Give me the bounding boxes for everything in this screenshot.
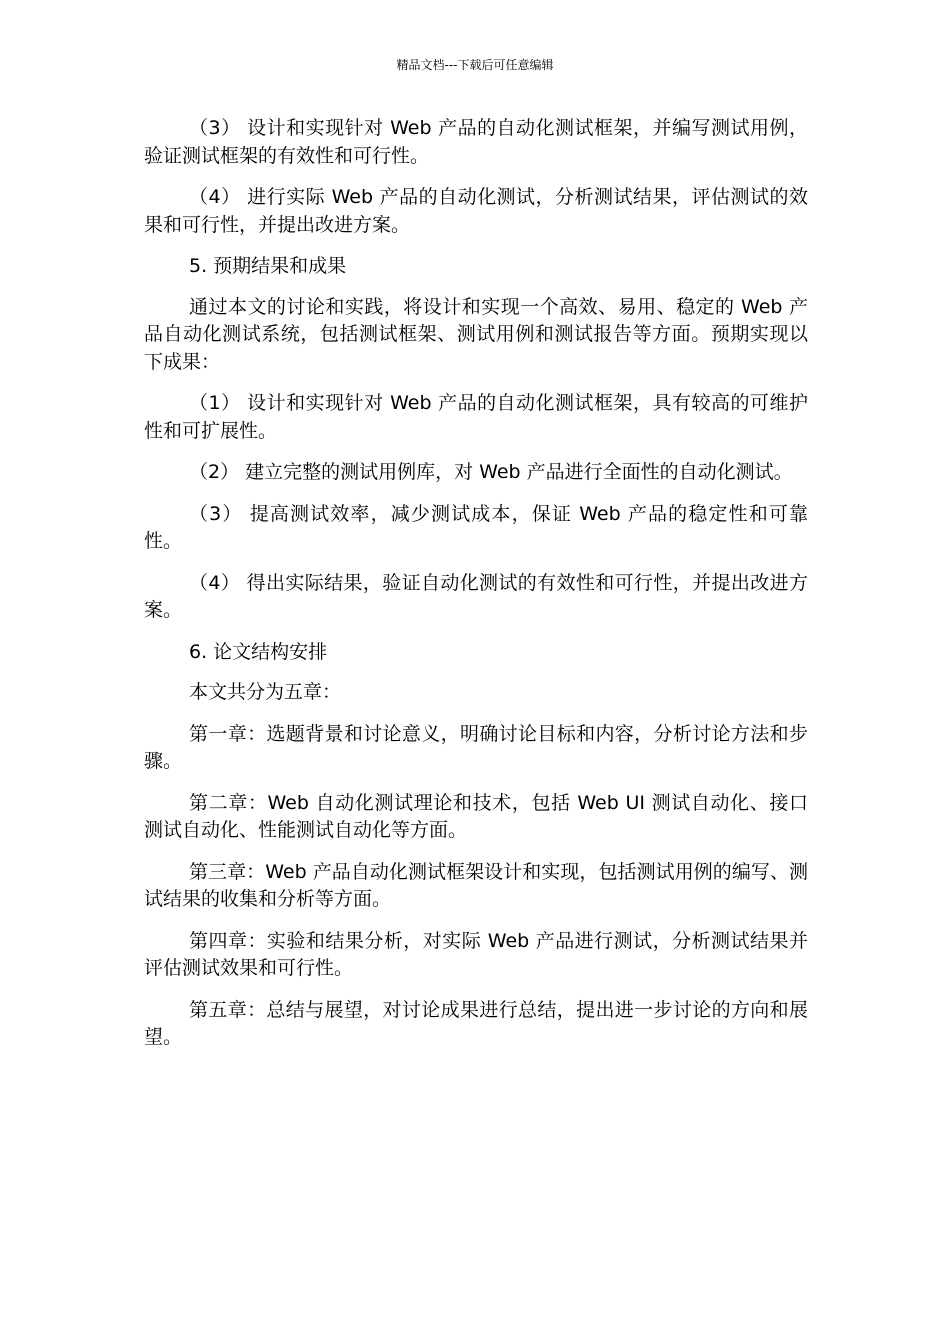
paragraph-chapter-4: 第四章：实验和结果分析，对实际 Web 产品进行测试，分析测试结果并评估测试效果和可行性。	[144, 929, 808, 979]
paragraph-expected-intro: 通过本文的讨论和实践，将设计和实现一个高效、易用、稳定的 Web 产品自动化测试系统，包括测试框架、测试用例和测试报告等方面。预期实现以下成果：	[144, 295, 808, 373]
paragraph-outcome-1: （1） 设计和实现针对 Web 产品的自动化测试框架，具有较高的可维护性和可扩展性。	[144, 392, 808, 442]
section-heading-structure: 6. 论文结构安排	[189, 640, 328, 663]
paragraph-chapter-1: 第一章：选题背景和讨论意义，明确讨论目标和内容，分析讨论方法和步骤。	[144, 722, 808, 772]
paragraph-chapter-2: 第二章：Web 自动化测试理论和技术，包括 Web UI 测试自动化、接口测试自动化、性能测试自动化等方面。	[144, 791, 808, 841]
paragraph-objective-4: （4） 进行实际 Web 产品的自动化测试，分析测试结果，评估测试的效果和可行性，并提出改进方案。	[144, 186, 808, 236]
paragraph-outcome-4: （4） 得出实际结果，验证自动化测试的有效性和可行性，并提出改进方案。	[144, 571, 808, 621]
page-header: 精品文档---下载后可任意编辑	[396, 58, 554, 72]
paragraph-objective-3: （3） 设计和实现针对 Web 产品的自动化测试框架，并编写测试用例，验证测试框架的有效性和可行性。	[144, 117, 808, 167]
paragraph-outcome-3: （3） 提高测试效率，减少测试成本，保证 Web 产品的稳定性和可靠性。	[144, 502, 808, 552]
paragraph-structure-intro: 本文共分为五章：	[189, 681, 342, 703]
paragraph-chapter-5: 第五章：总结与展望，对讨论成果进行总结，提出进一步讨论的方向和展望。	[144, 998, 808, 1048]
document-body	[144, 115, 808, 1066]
paragraph-chapter-3: 第三章：Web 产品自动化测试框架设计和实现，包括测试用例的编写、测试结果的收集和分析等方面。	[144, 860, 808, 910]
paragraph-outcome-2: （2） 建立完整的测试用例库，对 Web 产品进行全面性的自动化测试。	[189, 461, 793, 483]
section-heading-expected-results: 5. 预期结果和成果	[189, 255, 347, 277]
